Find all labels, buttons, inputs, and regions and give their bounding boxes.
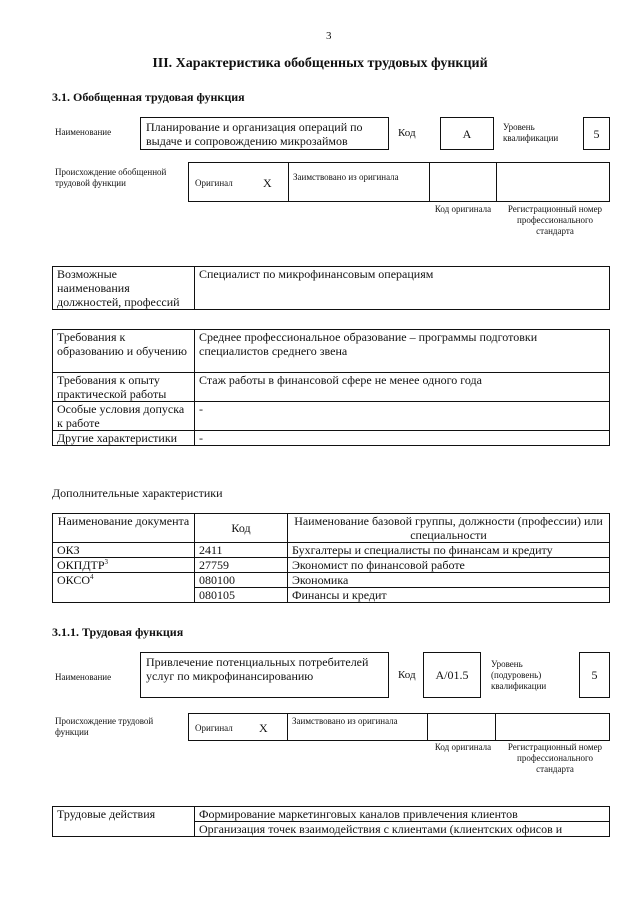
tf-heading: 3.1.1. Трудовая функция (52, 625, 184, 639)
additional-name: Бухгалтеры и специалисты по финансам и кредиту (288, 543, 610, 558)
additional-header-doc: Наименование документа (53, 514, 195, 543)
tf-name-value: Привлечение потенциальных потребителей услуг по микрофинансированию (140, 652, 389, 698)
positions-label: Возможные наименования должностей, профессий (53, 267, 195, 310)
positions-value: Специалист по микрофинансовым операциям (195, 267, 610, 310)
gtf-name-label: Наименование (55, 127, 112, 137)
gtf-heading: 3.1. Обобщенная трудовая функция (52, 90, 245, 104)
additional-name: Экономика (288, 573, 610, 588)
gtf-original-label: Оригинал (195, 178, 233, 188)
additional-doc: ОКПДТР$^3$ (53, 558, 195, 573)
tf-origin-table (188, 713, 610, 741)
gtf-level-value: 5 (583, 117, 610, 150)
list-item: Организация точек взаимодействия с клиентами (клиентских офисов и (195, 822, 610, 837)
additional-code: 2411 (195, 543, 288, 558)
gtf-original-mark: X (263, 176, 272, 190)
page-number: 3 (326, 30, 332, 42)
additional-code: 080100 (195, 573, 288, 588)
additional-name: Финансы и кредит (288, 588, 610, 603)
gtf-name-value: Планирование и организация операций по выдаче и сопровождению микрозаймов (140, 117, 389, 150)
tf-reg-number-caption: Регистрационный номер профессионального стандарта (507, 742, 603, 774)
positions-table (52, 266, 610, 310)
req-education-value: Среднее профессиональное образование – программы подготовки специалистов среднего звена (195, 330, 610, 373)
section-title: III. Характеристика обобщенных трудовых функций (152, 56, 488, 71)
req-experience-label: Требования к опыту практической работы (53, 373, 195, 402)
additional-header-code: Код (195, 514, 288, 543)
req-conditions-label: Особые условия допуска к работе (53, 402, 195, 431)
additional-code: 080105 (195, 588, 288, 603)
additional-name: Экономист по финансовой работе (288, 558, 610, 573)
gtf-level-label: Уровень квалификации (503, 122, 559, 143)
additional-heading: Дополнительные характеристики (52, 486, 223, 500)
gtf-origin-code-caption: Код оригинала (434, 204, 492, 214)
tf-original-label: Оригинал (195, 723, 233, 733)
req-experience-value: Стаж работы в финансовой сфере не менее одного года (195, 373, 610, 402)
tf-code-label: Код (398, 669, 416, 681)
table-row (53, 543, 610, 558)
actions-table (52, 806, 610, 837)
req-education-label: Требования к образованию и обучению (53, 330, 195, 373)
gtf-code-label: Код (398, 127, 416, 139)
table-row (53, 573, 610, 588)
requirements-table (52, 329, 610, 446)
gtf-reg-number-caption: Регистрационный номер профессионального стандарта (507, 204, 603, 236)
gtf-code-value: А (440, 117, 494, 150)
table-row (53, 558, 610, 573)
additional-code: 27759 (195, 558, 288, 573)
tf-code-value: A/01.5 (423, 652, 481, 698)
req-other-value: - (195, 431, 610, 446)
tf-origin-code-caption: Код оригинала (434, 742, 492, 752)
additional-header-name: Наименование базовой группы, должности (профессии) или специальности (288, 514, 610, 543)
gtf-borrowed-label: Заимствовано из оригинала (293, 172, 399, 182)
req-conditions-value: - (195, 402, 610, 431)
tf-origin-label: Происхождение трудовой функции (55, 716, 154, 737)
gtf-origin-label: Происхождение обобщенной трудовой функции (55, 167, 167, 188)
tf-borrowed-label: Заимствовано из оригинала (292, 716, 398, 726)
additional-doc: ОКЗ (53, 543, 195, 558)
tf-level-value: 5 (579, 652, 610, 698)
list-item: Формирование маркетинговых каналов привлечения клиентов (195, 807, 610, 822)
additional-table (52, 513, 610, 603)
actions-label: Трудовые действия (53, 807, 195, 837)
gtf-origin-table (188, 162, 610, 202)
tf-original-mark: X (259, 721, 268, 735)
additional-doc: ОКСО$^4$ (53, 573, 195, 603)
tf-name-label: Наименование (55, 672, 112, 682)
tf-level-label: Уровень (подуровень) квалификации (491, 659, 547, 691)
req-other-label: Другие характеристики (53, 431, 195, 446)
